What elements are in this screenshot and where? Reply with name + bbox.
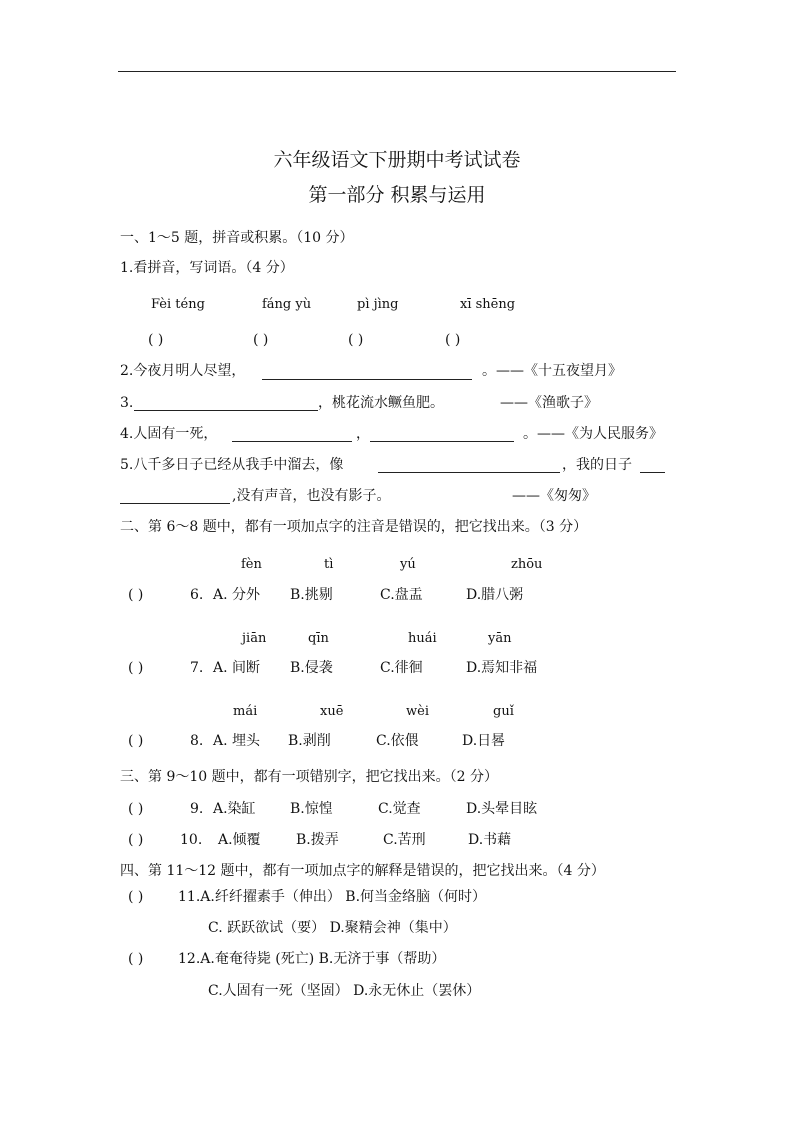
q2-text: 2.今夜月明人尽望， xyxy=(120,363,246,379)
q9-option-b: B.惊惶 xyxy=(290,801,333,817)
q10-option-a: A.倾覆 xyxy=(218,832,261,848)
q1-pinyin-2: fáng yù xyxy=(262,297,312,312)
q8-pinyin-d: guǐ xyxy=(493,704,514,719)
q6-pinyin-b: tì xyxy=(324,557,334,572)
q6-answer-paren[interactable]: ( ) xyxy=(128,587,144,603)
q5-source: ——《匆匆》 xyxy=(512,488,596,504)
q5-mid-text: ，我的日子 xyxy=(562,457,632,473)
q4-answer-blank-2[interactable] xyxy=(370,441,514,442)
q1-answer-bracket-2[interactable]: ( ) xyxy=(253,332,269,348)
q2-answer-blank[interactable] xyxy=(262,379,472,380)
q5-line2: ,没有声音，也没有影子。 xyxy=(232,488,391,504)
q8-option-d: D.日晷 xyxy=(462,733,506,749)
q6-option-c: C.盘盂 xyxy=(380,587,423,603)
q8-answer-paren[interactable]: ( ) xyxy=(128,733,144,749)
q6-pinyin-c: yú xyxy=(400,557,416,572)
q9-option-a: A.染缸 xyxy=(213,801,256,817)
q7-option-a: A. 间断 xyxy=(213,660,261,676)
q10-number: 10. xyxy=(180,832,203,848)
q1-label: 1.看拼音，写词语。（4 分） xyxy=(120,260,294,276)
q11-line-2: C. 跃跃欲试（要） D.聚精会神（集中） xyxy=(208,920,457,936)
q5-answer-blank-2[interactable] xyxy=(640,472,665,473)
q8-pinyin-c: wèi xyxy=(406,704,429,719)
q9-answer-paren[interactable]: ( ) xyxy=(128,801,144,817)
q1-answer-bracket-3[interactable]: ( ) xyxy=(348,332,364,348)
q3-answer-blank[interactable] xyxy=(134,410,318,411)
q3-source: ——《渔歌子》 xyxy=(500,395,598,411)
q7-option-d: D.焉知非福 xyxy=(466,660,538,676)
page-title: 六年级语文下册期中考试试卷 xyxy=(273,149,521,171)
q12-answer-paren[interactable]: ( ) xyxy=(128,951,144,967)
q10-option-d: D.书藉 xyxy=(468,832,512,848)
q8-number: 8. xyxy=(190,733,204,749)
q6-option-b: B.挑剔 xyxy=(290,587,333,603)
q10-answer-paren[interactable]: ( ) xyxy=(128,832,144,848)
q4-answer-blank-1[interactable] xyxy=(232,441,352,442)
q12-line-2: C.人固有一死（坚固） D.永无休止（罢休） xyxy=(208,983,481,999)
section-3-heading: 三、第 9～10 题中，都有一项错别字，把它找出来。（2 分） xyxy=(120,769,498,785)
q7-pinyin-b: qīn xyxy=(308,631,329,646)
q11-line-1: 11.A.纤纤擢素手（伸出） B.何当金络脑（何时） xyxy=(178,889,487,905)
q12-line-1: 12.A.奄奄待毙 (死亡) B.无济于事（帮助） xyxy=(178,951,446,967)
section-4-heading: 四、第 11～12 题中，都有一项加点字的解释是错误的，把它找出来。（4 分） xyxy=(120,863,605,879)
q6-pinyin-d: zhōu xyxy=(511,557,543,572)
q2-source: 。——《十五夜望月》 xyxy=(482,363,622,379)
q10-option-c: C.苦刑 xyxy=(383,832,426,848)
q9-number: 9. xyxy=(190,801,204,817)
q1-answer-bracket-4[interactable]: ( ) xyxy=(445,332,461,348)
q4-source: 。——《为人民服务》 xyxy=(523,426,663,442)
page-subtitle: 第一部分 积累与运用 xyxy=(308,184,486,206)
q11-answer-paren[interactable]: ( ) xyxy=(128,889,144,905)
q8-pinyin-a: mái xyxy=(233,704,258,719)
q10-option-b: B.拨弄 xyxy=(296,832,339,848)
q8-pinyin-b: xuē xyxy=(320,704,344,719)
q6-pinyin-a: fèn xyxy=(241,557,262,572)
top-rule xyxy=(118,71,676,72)
q7-option-b: B.侵袭 xyxy=(290,660,333,676)
section-2-heading: 二、第 6～8 题中，都有一项加点字的注音是错误的，把它找出来。（3 分） xyxy=(120,519,588,535)
q7-number: 7. xyxy=(190,660,204,676)
q5-answer-blank-3[interactable] xyxy=(120,503,230,504)
q6-number: 6. xyxy=(190,587,204,603)
q3-number: 3. xyxy=(120,395,134,411)
q3-text: ，桃花流水鳜鱼肥。 xyxy=(318,395,444,411)
q6-option-d: D.腊八粥 xyxy=(466,587,524,603)
q6-option-a: A. 分外 xyxy=(213,587,261,603)
q8-option-a: A. 埋头 xyxy=(213,733,261,749)
q5-text: 5.八千多日子已经从我手中溜去，像 xyxy=(120,457,344,473)
q8-option-b: B.剥削 xyxy=(288,733,331,749)
section-1-heading: 一、1～5 题，拼音或积累。（10 分） xyxy=(120,230,354,246)
q1-pinyin-3: pì jìng xyxy=(357,297,399,312)
q1-answer-bracket-1[interactable]: ( ) xyxy=(148,332,164,348)
q8-option-c: C.依偎 xyxy=(376,733,419,749)
q5-answer-blank-1[interactable] xyxy=(378,472,560,473)
q7-answer-paren[interactable]: ( ) xyxy=(128,660,144,676)
q7-pinyin-a: jiān xyxy=(242,631,267,646)
q7-pinyin-c: huái xyxy=(408,631,437,646)
q1-pinyin-1: Fèi téng xyxy=(151,297,205,312)
q4-text: 4.人固有一死， xyxy=(120,426,218,442)
q9-option-d: D.头晕目眩 xyxy=(466,801,538,817)
q7-option-c: C.徘徊 xyxy=(380,660,423,676)
q7-pinyin-d: yān xyxy=(488,631,512,646)
q9-option-c: C.觉查 xyxy=(378,801,421,817)
q1-pinyin-4: xī shēng xyxy=(460,297,516,312)
q4-comma: ， xyxy=(356,426,370,442)
